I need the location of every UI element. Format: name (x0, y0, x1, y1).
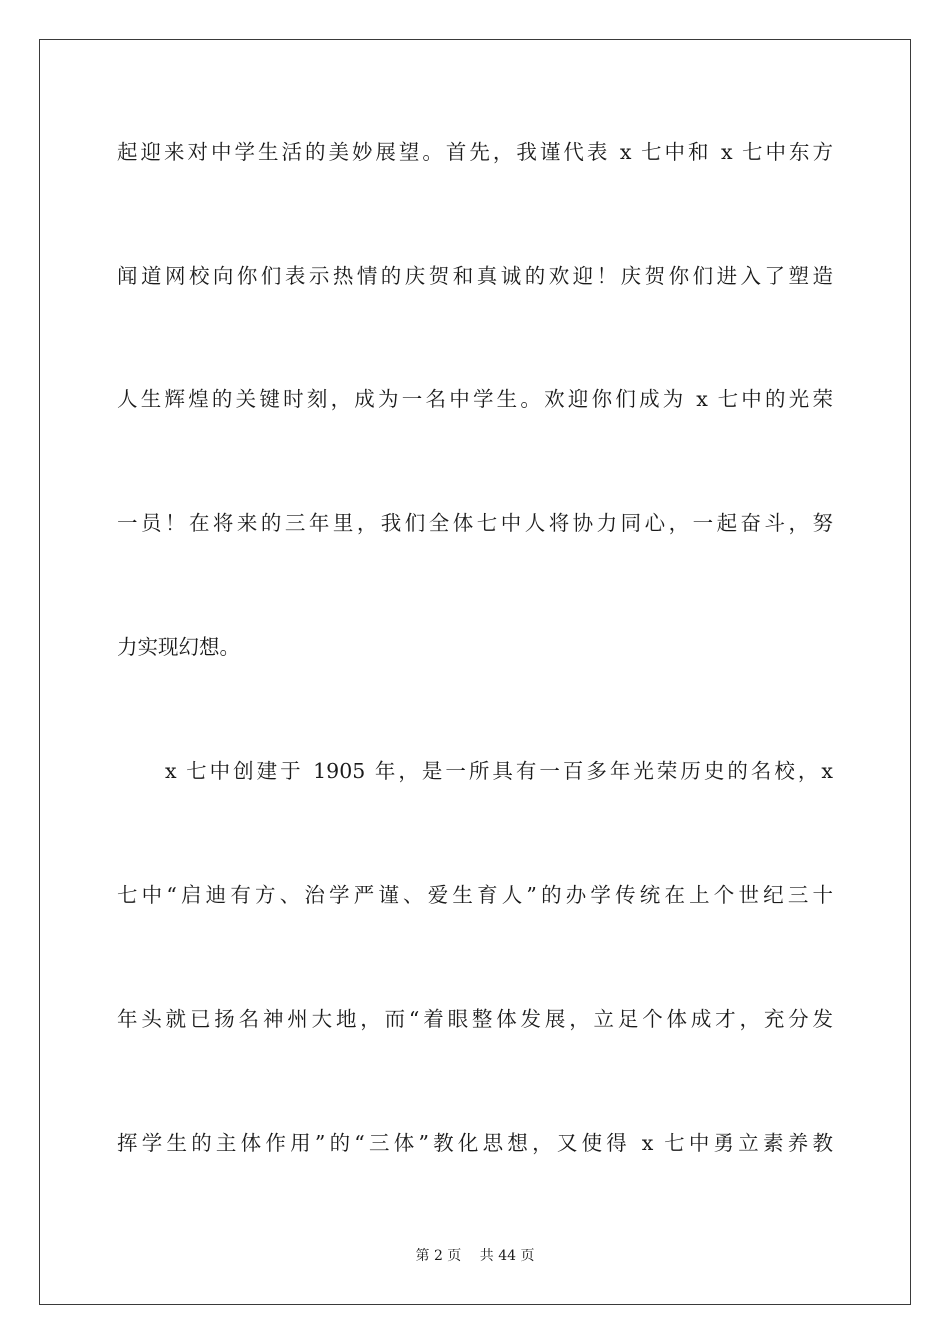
page-border (39, 39, 911, 1305)
text-line-6: x 七中创建于 1905 年，是一所具有一百多年光荣历史的名校，x (165, 759, 833, 783)
text-line-7: 七中“启迪有方、治学严谨、爱生育人”的办学传统在上个世纪三十 (117, 883, 833, 907)
page-total: 共 44 页 (479, 1248, 535, 1264)
text-line-3: 人生辉煌的关键时刻，成为一名中学生。欢迎你们成为 x 七中的光荣 (117, 387, 833, 411)
text-line-9: 挥学生的主体作用”的“三体”教化思想，又使得 x 七中勇立素养教 (117, 1131, 833, 1155)
page-footer (0, 1247, 950, 1265)
text-line-1: 起迎来对中学生活的美妙展望。首先，我谨代表 x 七中和 x 七中东方 (117, 140, 833, 164)
text-line-5: 力实现幻想。 (117, 635, 240, 659)
text-line-2: 闻道网校向你们表示热情的庆贺和真诚的欢迎！庆贺你们进入了塑造 (117, 264, 833, 288)
page-number: 第 2 页 (415, 1248, 462, 1264)
text-line-8: 年头就已扬名神州大地，而“着眼整体发展，立足个体成才，充分发 (117, 1007, 833, 1031)
text-line-4: 一员！在将来的三年里，我们全体七中人将协力同心，一起奋斗，努 (117, 511, 833, 535)
